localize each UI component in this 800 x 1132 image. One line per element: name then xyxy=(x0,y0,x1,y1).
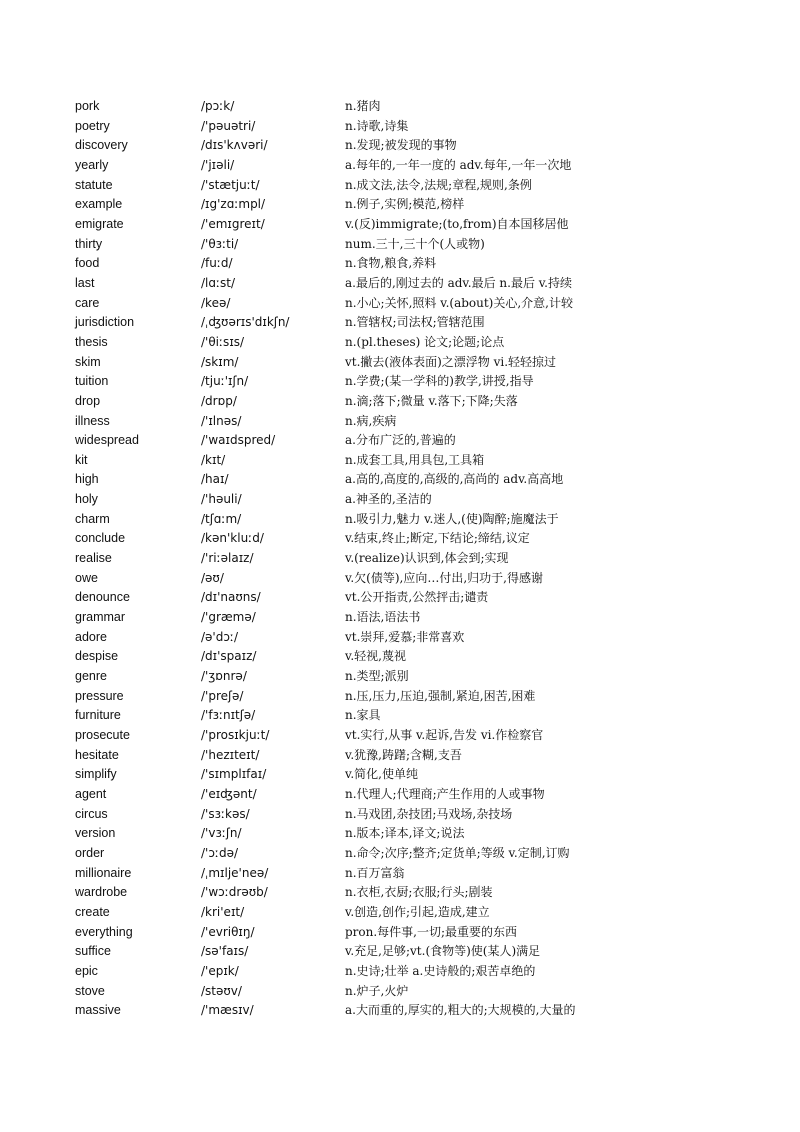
vocab-entry xyxy=(75,529,775,549)
entry-word: agent xyxy=(75,786,107,801)
entry-word: genre xyxy=(75,669,107,684)
vocab-entry xyxy=(75,667,775,687)
entry-definition: n.版本;译本,译文;说法 xyxy=(345,826,465,841)
entry-phonetic: /kən'kluːd/ xyxy=(201,531,264,546)
entry-word: wardrobe xyxy=(75,885,128,900)
vocab-entry xyxy=(75,628,775,648)
entry-definition: v.欠(债等),应向…付出,归功于,得感谢 xyxy=(345,570,543,585)
entry-definition: n.例子,实例;模范,榜样 xyxy=(345,197,465,212)
entry-phonetic: /'sɪmplɪfaɪ/ xyxy=(201,767,267,782)
entry-definition: n.代理人;代理商;产生作用的人或事物 xyxy=(345,786,545,801)
entry-definition: n.史诗;壮举 a.史诗般的;艰苦卓绝的 xyxy=(345,963,536,978)
entry-definition: v.犹豫,踌躇;含糊,支吾 xyxy=(345,747,462,762)
entry-word: denounce xyxy=(75,590,130,605)
entry-word: drop xyxy=(75,393,101,408)
entry-phonetic: /'ʒɒnrə/ xyxy=(201,669,247,684)
entry-word: widespread xyxy=(75,433,139,448)
vocab-entry xyxy=(75,333,775,353)
entry-word: circus xyxy=(75,806,108,821)
vocab-entry xyxy=(75,765,775,785)
entry-phonetic: /lɑːst/ xyxy=(201,275,236,290)
entry-definition: n.滴;落下;微量 v.落下;下降;失落 xyxy=(345,393,518,408)
vocab-entry xyxy=(75,431,775,451)
entry-word: simplify xyxy=(75,767,117,782)
entry-word: high xyxy=(75,472,99,487)
entry-word: owe xyxy=(75,570,98,585)
entry-definition: v.简化,使单纯 xyxy=(345,767,418,782)
vocab-entry xyxy=(75,785,775,805)
entry-word: discovery xyxy=(75,138,128,153)
entry-word: tuition xyxy=(75,374,109,389)
entry-phonetic: /'wɔːdrəʊb/ xyxy=(201,885,268,900)
entry-word: charm xyxy=(75,511,110,526)
entry-phonetic: /dɪs'kʌvəri/ xyxy=(201,138,268,153)
vocab-entry xyxy=(75,588,775,608)
entry-phonetic: /stəʊv/ xyxy=(201,983,242,998)
vocab-entry xyxy=(75,372,775,392)
entry-word: hesitate xyxy=(75,747,119,762)
entry-definition: n.马戏团,杂技团;马戏场,杂技场 xyxy=(345,806,513,821)
vocab-entry xyxy=(75,392,775,412)
vocab-entry xyxy=(75,97,775,117)
entry-word: emigrate xyxy=(75,216,124,231)
vocab-entry xyxy=(75,706,775,726)
entry-word: jurisdiction xyxy=(75,315,135,330)
entry-definition: n.学费;(某一学科的)教学,讲授,指导 xyxy=(345,374,534,389)
entry-phonetic: /tjuː'ɪʃn/ xyxy=(201,374,249,389)
entry-word: care xyxy=(75,295,100,310)
entry-definition: a.大而重的,厚实的,粗大的;大规模的,大量的 xyxy=(345,1003,576,1018)
entry-phonetic: /'evriθɪŋ/ xyxy=(201,924,255,939)
vocab-entry xyxy=(75,254,775,274)
entry-phonetic: /'jɪəli/ xyxy=(201,157,235,172)
entry-phonetic: /əʊ/ xyxy=(201,570,224,585)
vocab-entry xyxy=(75,687,775,707)
entry-phonetic: /drɒp/ xyxy=(201,393,237,408)
vocab-entry xyxy=(75,490,775,510)
entry-definition: pron.每件事,一切;最重要的东西 xyxy=(345,924,518,939)
vocab-entry xyxy=(75,923,775,943)
vocab-entry xyxy=(75,569,775,589)
vocab-entry xyxy=(75,844,775,864)
entry-phonetic: /'θɜːti/ xyxy=(201,236,239,251)
entry-phonetic: /skɪm/ xyxy=(201,354,239,369)
entry-definition: vt.撇去(液体表面)之漂浮物 vi.轻轻掠过 xyxy=(345,354,557,369)
entry-definition: a.每年的,一年一度的 adv.每年,一年一次地 xyxy=(345,157,572,172)
vocab-entry xyxy=(75,510,775,530)
entry-phonetic: /haɪ/ xyxy=(201,472,229,487)
vocab-entry xyxy=(75,313,775,333)
entry-definition: n.语法,语法书 xyxy=(345,610,421,625)
entry-definition: n.猪肉 xyxy=(345,99,381,113)
vocab-entry xyxy=(75,903,775,923)
vocab-entry xyxy=(75,412,775,432)
entry-definition: n.小心;关怀,照料 v.(about)关心,介意,计较 xyxy=(345,295,573,310)
vocab-entry xyxy=(75,608,775,628)
entry-phonetic: /'epɪk/ xyxy=(201,963,239,978)
entry-word: massive xyxy=(75,1003,121,1018)
entry-phonetic: /'həuli/ xyxy=(201,492,242,507)
entry-phonetic: /'pəuətri/ xyxy=(201,118,256,133)
entry-phonetic: /'sɜːkəs/ xyxy=(201,806,250,821)
entry-word: furniture xyxy=(75,708,121,723)
vocab-entry xyxy=(75,235,775,255)
entry-word: last xyxy=(75,275,95,290)
entry-definition: n.成套工具,用具包,工具箱 xyxy=(345,452,485,467)
entry-phonetic: /'fɜːnɪtʃə/ xyxy=(201,708,256,723)
entry-phonetic: /'mæsɪv/ xyxy=(201,1003,254,1018)
entry-phonetic: /'θiːsɪs/ xyxy=(201,334,245,349)
entry-word: realise xyxy=(75,551,112,566)
vocab-entry xyxy=(75,195,775,215)
entry-word: grammar xyxy=(75,610,126,625)
vocabulary-list xyxy=(75,97,775,1021)
entry-phonetic: /'hezɪteɪt/ xyxy=(201,747,260,762)
entry-definition: n.压,压力,压迫,强制,紧迫,困苦,困难 xyxy=(345,688,536,703)
entry-word: everything xyxy=(75,924,133,939)
entry-definition: a.最后的,刚过去的 adv.最后 n.最后 v.持续 xyxy=(345,275,572,290)
entry-phonetic: /dɪ'spaɪz/ xyxy=(201,649,257,664)
entry-definition: n.诗歌,诗集 xyxy=(345,118,409,133)
entry-phonetic: /'waɪdspred/ xyxy=(201,433,276,448)
entry-definition: n.百万富翁 xyxy=(345,865,405,880)
entry-definition: n.吸引力,魅力 v.迷人,(使)陶醉;施魔法于 xyxy=(345,511,559,526)
entry-phonetic: /'preʃə/ xyxy=(201,688,244,703)
entry-word: adore xyxy=(75,629,107,644)
vocab-entry xyxy=(75,962,775,982)
entry-phonetic: /'ɔːdə/ xyxy=(201,845,239,860)
entry-word: thesis xyxy=(75,334,108,349)
entry-phonetic: /pɔːk/ xyxy=(201,99,235,113)
vocab-entry xyxy=(75,982,775,1002)
entry-phonetic: /'vɜːʃn/ xyxy=(201,826,242,841)
entry-word: stove xyxy=(75,983,105,998)
entry-phonetic: /dɪ'naʊns/ xyxy=(201,590,261,605)
entry-definition: n.炉子,火炉 xyxy=(345,983,409,998)
entry-definition: v.(反)immigrate;(to,from)自本国移居他 xyxy=(345,216,569,231)
entry-definition: n.衣柜,衣厨;衣服;行头;剧装 xyxy=(345,885,493,900)
entry-definition: v.充足,足够;vt.(食物等)使(某人)满足 xyxy=(345,944,541,959)
entry-word: kit xyxy=(75,452,88,467)
entry-definition: n.(pl.theses) 论文;论题;论点 xyxy=(345,334,505,349)
entry-definition: vt.公开指责,公然抨击;谴责 xyxy=(345,590,489,605)
vocab-entry xyxy=(75,176,775,196)
vocab-entry xyxy=(75,117,775,137)
vocab-entry xyxy=(75,864,775,884)
entry-word: despise xyxy=(75,649,119,664)
entry-word: food xyxy=(75,256,100,271)
entry-word: illness xyxy=(75,413,110,428)
vocab-entry xyxy=(75,215,775,235)
entry-definition: a.分布广泛的,普遍的 xyxy=(345,433,456,448)
vocab-entry xyxy=(75,726,775,746)
entry-definition: v.创造,创作;引起,造成,建立 xyxy=(345,904,490,919)
entry-definition: n.成文法,法令,法规;章程,规则,条例 xyxy=(345,177,532,192)
entry-phonetic: /'prosɪkjuːt/ xyxy=(201,728,270,742)
entry-phonetic: /ɪg'zɑːmpl/ xyxy=(201,197,266,212)
vocab-entry xyxy=(75,942,775,962)
vocab-entry xyxy=(75,883,775,903)
entry-word: epic xyxy=(75,963,98,978)
entry-definition: n.食物,粮食,养料 xyxy=(345,256,437,271)
entry-definition: a.神圣的,圣洁的 xyxy=(345,492,432,507)
entry-phonetic: /'ɪlnəs/ xyxy=(201,413,242,428)
entry-phonetic: /'stætjuːt/ xyxy=(201,177,260,192)
vocab-entry xyxy=(75,136,775,156)
vocab-entry xyxy=(75,451,775,471)
entry-word: holy xyxy=(75,492,98,507)
entry-phonetic: /tʃɑːm/ xyxy=(201,511,242,526)
vocab-entry xyxy=(75,156,775,176)
entry-phonetic: /ˌʤʊərɪs'dɪkʃn/ xyxy=(201,315,290,330)
entry-definition: a.高的,高度的,高级的,高尚的 adv.高高地 xyxy=(345,472,564,487)
entry-definition: v.(realize)认识到,体会到;实现 xyxy=(345,551,509,566)
entry-word: pork xyxy=(75,99,100,113)
entry-phonetic: /ˌmɪlje'neə/ xyxy=(201,865,269,880)
vocab-entry xyxy=(75,549,775,569)
vocab-entry xyxy=(75,746,775,766)
entry-definition: n.家具 xyxy=(345,708,381,723)
entry-phonetic: /kri'eɪt/ xyxy=(201,904,245,919)
entry-definition: num.三十,三十个(人或物) xyxy=(345,236,485,251)
entry-word: pressure xyxy=(75,688,124,703)
entry-definition: vt.崇拜,爱慕;非常喜欢 xyxy=(345,629,465,644)
entry-word: order xyxy=(75,845,105,860)
entry-definition: n.类型;派别 xyxy=(345,669,409,684)
entry-word: conclude xyxy=(75,531,126,546)
entry-phonetic: /'riːəlaɪz/ xyxy=(201,551,254,566)
vocab-entry xyxy=(75,805,775,825)
entry-word: statute xyxy=(75,177,113,192)
entry-word: thirty xyxy=(75,236,103,251)
entry-phonetic: /sə'faɪs/ xyxy=(201,944,249,959)
entry-phonetic: /ə'dɔː/ xyxy=(201,629,239,644)
entry-phonetic: /fuːd/ xyxy=(201,256,233,271)
entry-word: skim xyxy=(75,354,101,369)
entry-word: prosecute xyxy=(75,728,130,742)
entry-phonetic: /'emɪgreɪt/ xyxy=(201,216,265,231)
entry-phonetic: /'eɪʤənt/ xyxy=(201,786,257,801)
entry-definition: n.发现;被发现的事物 xyxy=(345,138,457,153)
vocab-entry xyxy=(75,1001,775,1021)
entry-definition: v.结束,终止;断定,下结论;缔结,议定 xyxy=(345,531,530,546)
entry-word: create xyxy=(75,904,110,919)
entry-word: example xyxy=(75,197,123,212)
vocab-entry xyxy=(75,274,775,294)
entry-word: millionaire xyxy=(75,865,132,880)
entry-definition: n.病,疾病 xyxy=(345,413,397,428)
vocab-entry xyxy=(75,824,775,844)
entry-definition: n.命令;次序;整齐;定货单;等级 v.定制,订购 xyxy=(345,845,570,860)
vocab-entry xyxy=(75,647,775,667)
entry-word: version xyxy=(75,826,116,841)
vocab-entry xyxy=(75,294,775,314)
entry-definition: v.轻视,蔑视 xyxy=(345,649,406,664)
entry-word: yearly xyxy=(75,157,109,172)
vocab-entry xyxy=(75,353,775,373)
vocab-entry xyxy=(75,470,775,490)
entry-definition: n.管辖权;司法权;管辖范围 xyxy=(345,315,485,330)
entry-word: poetry xyxy=(75,118,110,133)
entry-phonetic: /'græmə/ xyxy=(201,610,256,625)
entry-phonetic: /kɪt/ xyxy=(201,452,226,467)
entry-definition: vt.实行,从事 v.起诉,告发 vi.作检察官 xyxy=(345,728,544,742)
entry-word: suffice xyxy=(75,944,111,959)
entry-phonetic: /keə/ xyxy=(201,295,231,310)
